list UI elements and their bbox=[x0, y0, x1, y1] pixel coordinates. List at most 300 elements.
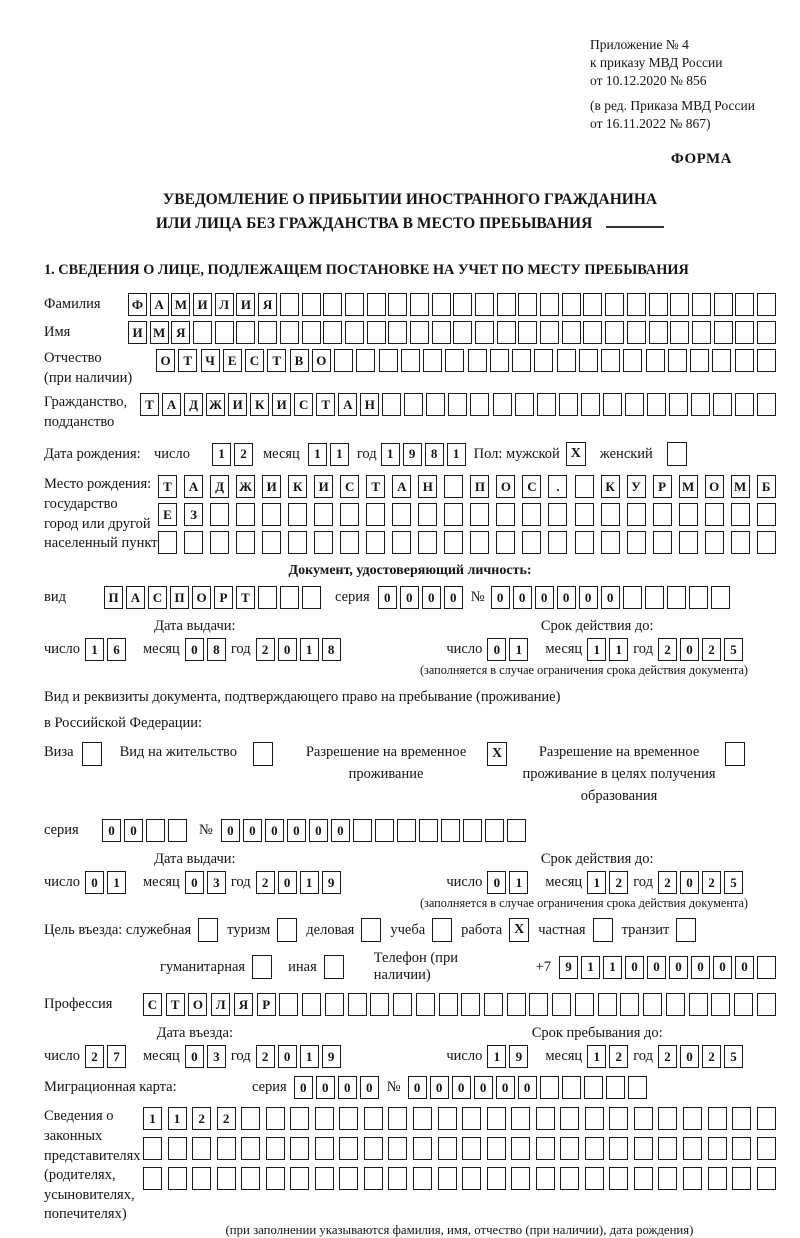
char-box[interactable]: 0 bbox=[243, 819, 262, 842]
char-box[interactable]: 0 bbox=[601, 586, 620, 609]
char-box[interactable]: 0 bbox=[338, 1076, 357, 1099]
char-box[interactable] bbox=[757, 393, 776, 416]
char-box[interactable]: 0 bbox=[452, 1076, 471, 1099]
char-box[interactable] bbox=[634, 1167, 653, 1190]
char-box[interactable]: А bbox=[338, 393, 357, 416]
char-box[interactable] bbox=[496, 503, 515, 526]
char-box[interactable]: М bbox=[679, 475, 698, 498]
char-box[interactable]: 0 bbox=[557, 586, 576, 609]
char-box[interactable] bbox=[158, 531, 177, 554]
char-box[interactable]: И bbox=[272, 393, 291, 416]
char-box[interactable]: Р bbox=[214, 586, 233, 609]
char-box[interactable] bbox=[627, 321, 646, 344]
char-box[interactable] bbox=[562, 293, 581, 316]
char-box[interactable] bbox=[462, 1137, 481, 1160]
char-box[interactable] bbox=[288, 531, 307, 554]
char-box[interactable] bbox=[392, 503, 411, 526]
char-box[interactable] bbox=[692, 293, 711, 316]
char-box[interactable] bbox=[416, 993, 435, 1016]
char-box[interactable] bbox=[606, 1076, 625, 1099]
char-box[interactable] bbox=[705, 531, 724, 554]
char-box[interactable]: Я bbox=[171, 321, 190, 344]
char-box[interactable] bbox=[534, 349, 553, 372]
char-box[interactable] bbox=[560, 1167, 579, 1190]
char-box[interactable]: С bbox=[522, 475, 541, 498]
char-box[interactable]: Я bbox=[234, 993, 253, 1016]
char-box[interactable] bbox=[490, 349, 509, 372]
char-box[interactable] bbox=[757, 293, 776, 316]
char-box[interactable]: О bbox=[192, 586, 211, 609]
char-box[interactable] bbox=[623, 349, 642, 372]
char-box[interactable] bbox=[536, 1167, 555, 1190]
char-box[interactable]: 1 bbox=[300, 871, 319, 894]
char-box[interactable] bbox=[627, 531, 646, 554]
char-box[interactable]: О bbox=[312, 349, 331, 372]
char-box[interactable]: Н bbox=[360, 393, 379, 416]
char-box[interactable] bbox=[515, 393, 534, 416]
char-box[interactable] bbox=[634, 1137, 653, 1160]
char-box[interactable] bbox=[537, 393, 556, 416]
char-box[interactable] bbox=[236, 321, 255, 344]
char-box[interactable] bbox=[627, 293, 646, 316]
char-box[interactable] bbox=[735, 321, 754, 344]
char-box[interactable] bbox=[445, 349, 464, 372]
char-box[interactable] bbox=[348, 993, 367, 1016]
char-box[interactable] bbox=[413, 1137, 432, 1160]
char-box[interactable]: 2 bbox=[256, 1045, 275, 1068]
char-box[interactable]: Л bbox=[211, 993, 230, 1016]
char-box[interactable] bbox=[339, 1107, 358, 1130]
char-box[interactable] bbox=[364, 1137, 383, 1160]
char-box[interactable] bbox=[485, 819, 504, 842]
char-box[interactable] bbox=[683, 1107, 702, 1130]
char-box[interactable] bbox=[210, 531, 229, 554]
char-box[interactable] bbox=[666, 993, 685, 1016]
char-box[interactable]: 0 bbox=[487, 871, 506, 894]
char-box[interactable] bbox=[468, 349, 487, 372]
char-box[interactable] bbox=[288, 503, 307, 526]
char-box[interactable] bbox=[712, 349, 731, 372]
char-box[interactable] bbox=[353, 819, 372, 842]
char-box[interactable]: Б bbox=[757, 475, 776, 498]
char-box[interactable]: 2 bbox=[85, 1045, 104, 1068]
char-box[interactable]: 0 bbox=[535, 586, 554, 609]
char-box[interactable]: С bbox=[143, 993, 162, 1016]
char-box[interactable] bbox=[601, 531, 620, 554]
char-box[interactable] bbox=[493, 393, 512, 416]
char-box[interactable] bbox=[484, 993, 503, 1016]
char-box[interactable]: 1 bbox=[603, 956, 622, 979]
char-box[interactable] bbox=[266, 1107, 285, 1130]
char-box[interactable]: 6 bbox=[107, 638, 126, 661]
char-box[interactable] bbox=[757, 321, 776, 344]
char-box[interactable] bbox=[575, 475, 594, 498]
char-box[interactable] bbox=[339, 1137, 358, 1160]
char-box[interactable]: Т bbox=[236, 586, 255, 609]
char-box[interactable]: П bbox=[470, 475, 489, 498]
char-box[interactable]: О bbox=[705, 475, 724, 498]
char-box[interactable]: 9 bbox=[322, 1045, 341, 1068]
char-box[interactable]: К bbox=[250, 393, 269, 416]
char-box[interactable] bbox=[605, 321, 624, 344]
char-box[interactable] bbox=[441, 819, 460, 842]
char-box[interactable]: П bbox=[170, 586, 189, 609]
char-box[interactable] bbox=[757, 503, 776, 526]
char-box[interactable] bbox=[732, 1107, 751, 1130]
char-box[interactable] bbox=[302, 321, 321, 344]
char-box[interactable]: 0 bbox=[513, 586, 532, 609]
char-box[interactable] bbox=[653, 531, 672, 554]
char-box[interactable] bbox=[444, 475, 463, 498]
char-box[interactable] bbox=[258, 586, 277, 609]
char-box[interactable]: 2 bbox=[658, 638, 677, 661]
char-box[interactable] bbox=[536, 1137, 555, 1160]
char-box[interactable] bbox=[711, 993, 730, 1016]
char-box[interactable]: 1 bbox=[587, 638, 606, 661]
char-box[interactable] bbox=[497, 293, 516, 316]
char-box[interactable] bbox=[168, 1137, 187, 1160]
char-box[interactable] bbox=[583, 321, 602, 344]
char-box[interactable] bbox=[552, 993, 571, 1016]
char-box[interactable]: 1 bbox=[308, 443, 327, 466]
char-box[interactable] bbox=[345, 293, 364, 316]
char-box[interactable] bbox=[609, 1107, 628, 1130]
char-box[interactable]: Е bbox=[158, 503, 177, 526]
purpose-official-checkbox[interactable] bbox=[198, 918, 218, 942]
char-box[interactable]: Д bbox=[210, 475, 229, 498]
char-box[interactable]: 1 bbox=[509, 638, 528, 661]
char-box[interactable]: Ф bbox=[128, 293, 147, 316]
char-box[interactable] bbox=[757, 1137, 776, 1160]
char-box[interactable] bbox=[432, 321, 451, 344]
char-box[interactable]: 1 bbox=[381, 443, 400, 466]
char-box[interactable] bbox=[585, 1137, 604, 1160]
char-box[interactable] bbox=[314, 503, 333, 526]
char-box[interactable] bbox=[529, 993, 548, 1016]
char-box[interactable] bbox=[453, 321, 472, 344]
char-box[interactable] bbox=[340, 503, 359, 526]
char-box[interactable]: 0 bbox=[265, 819, 284, 842]
char-box[interactable]: 0 bbox=[422, 586, 441, 609]
char-box[interactable] bbox=[585, 1167, 604, 1190]
char-box[interactable] bbox=[323, 293, 342, 316]
char-box[interactable] bbox=[689, 586, 708, 609]
char-box[interactable]: 0 bbox=[221, 819, 240, 842]
char-box[interactable] bbox=[419, 819, 438, 842]
char-box[interactable]: О bbox=[156, 349, 175, 372]
char-box[interactable] bbox=[236, 531, 255, 554]
char-box[interactable]: 9 bbox=[403, 443, 422, 466]
char-box[interactable]: 9 bbox=[322, 871, 341, 894]
char-box[interactable] bbox=[708, 1107, 727, 1130]
char-box[interactable] bbox=[314, 531, 333, 554]
char-box[interactable] bbox=[575, 503, 594, 526]
char-box[interactable]: 0 bbox=[579, 586, 598, 609]
char-box[interactable] bbox=[601, 503, 620, 526]
char-box[interactable] bbox=[241, 1107, 260, 1130]
char-box[interactable]: 0 bbox=[378, 586, 397, 609]
char-box[interactable] bbox=[463, 819, 482, 842]
char-box[interactable] bbox=[579, 349, 598, 372]
char-box[interactable] bbox=[536, 1107, 555, 1130]
char-box[interactable]: В bbox=[290, 349, 309, 372]
char-box[interactable] bbox=[575, 531, 594, 554]
char-box[interactable]: 0 bbox=[185, 638, 204, 661]
char-box[interactable] bbox=[668, 349, 687, 372]
char-box[interactable] bbox=[146, 819, 165, 842]
char-box[interactable] bbox=[432, 293, 451, 316]
char-box[interactable]: 1 bbox=[587, 1045, 606, 1068]
char-box[interactable] bbox=[388, 1137, 407, 1160]
char-box[interactable] bbox=[522, 531, 541, 554]
char-box[interactable] bbox=[487, 1167, 506, 1190]
char-box[interactable] bbox=[605, 293, 624, 316]
char-box[interactable]: К bbox=[601, 475, 620, 498]
char-box[interactable] bbox=[438, 1137, 457, 1160]
char-box[interactable] bbox=[262, 531, 281, 554]
char-box[interactable] bbox=[559, 393, 578, 416]
char-box[interactable] bbox=[404, 393, 423, 416]
char-box[interactable] bbox=[560, 1137, 579, 1160]
char-box[interactable] bbox=[497, 321, 516, 344]
char-box[interactable]: 0 bbox=[430, 1076, 449, 1099]
char-box[interactable]: И bbox=[262, 475, 281, 498]
char-box[interactable]: П bbox=[104, 586, 123, 609]
char-box[interactable] bbox=[475, 321, 494, 344]
char-box[interactable] bbox=[658, 1167, 677, 1190]
char-box[interactable] bbox=[423, 349, 442, 372]
char-box[interactable]: И bbox=[193, 293, 212, 316]
char-box[interactable] bbox=[757, 531, 776, 554]
char-box[interactable] bbox=[512, 349, 531, 372]
char-box[interactable] bbox=[192, 1137, 211, 1160]
char-box[interactable] bbox=[507, 993, 526, 1016]
char-box[interactable]: З bbox=[184, 503, 203, 526]
char-box[interactable] bbox=[732, 1167, 751, 1190]
char-box[interactable]: 2 bbox=[234, 443, 253, 466]
char-box[interactable] bbox=[280, 586, 299, 609]
char-box[interactable] bbox=[193, 321, 212, 344]
char-box[interactable]: К bbox=[288, 475, 307, 498]
char-box[interactable] bbox=[325, 993, 344, 1016]
char-box[interactable]: 0 bbox=[735, 956, 754, 979]
char-box[interactable]: 2 bbox=[658, 1045, 677, 1068]
char-box[interactable]: 0 bbox=[680, 638, 699, 661]
char-box[interactable] bbox=[290, 1167, 309, 1190]
char-box[interactable]: Р bbox=[653, 475, 672, 498]
char-box[interactable] bbox=[143, 1137, 162, 1160]
char-box[interactable]: И bbox=[236, 293, 255, 316]
char-box[interactable] bbox=[323, 321, 342, 344]
char-box[interactable] bbox=[444, 503, 463, 526]
char-box[interactable] bbox=[518, 321, 537, 344]
char-box[interactable] bbox=[461, 993, 480, 1016]
char-box[interactable] bbox=[379, 349, 398, 372]
char-box[interactable]: Р bbox=[257, 993, 276, 1016]
sex-male-checkbox[interactable]: X bbox=[566, 442, 586, 466]
char-box[interactable]: 1 bbox=[581, 956, 600, 979]
char-box[interactable] bbox=[731, 531, 750, 554]
char-box[interactable]: 1 bbox=[85, 638, 104, 661]
char-box[interactable]: 7 bbox=[107, 1045, 126, 1068]
char-box[interactable]: Т bbox=[366, 475, 385, 498]
char-box[interactable] bbox=[367, 293, 386, 316]
char-box[interactable]: 1 bbox=[300, 638, 319, 661]
char-box[interactable] bbox=[462, 1167, 481, 1190]
char-box[interactable] bbox=[708, 1167, 727, 1190]
char-box[interactable] bbox=[540, 293, 559, 316]
char-box[interactable]: 0 bbox=[309, 819, 328, 842]
char-box[interactable] bbox=[315, 1167, 334, 1190]
char-box[interactable] bbox=[623, 586, 642, 609]
char-box[interactable] bbox=[470, 503, 489, 526]
char-box[interactable] bbox=[507, 819, 526, 842]
char-box[interactable] bbox=[184, 531, 203, 554]
char-box[interactable] bbox=[388, 293, 407, 316]
char-box[interactable] bbox=[413, 1107, 432, 1130]
char-box[interactable] bbox=[388, 321, 407, 344]
char-box[interactable]: А bbox=[162, 393, 181, 416]
char-box[interactable]: О bbox=[188, 993, 207, 1016]
char-box[interactable] bbox=[345, 321, 364, 344]
char-box[interactable]: 1 bbox=[143, 1107, 162, 1130]
char-box[interactable] bbox=[757, 956, 776, 979]
purpose-business-checkbox[interactable] bbox=[361, 918, 381, 942]
char-box[interactable] bbox=[646, 349, 665, 372]
char-box[interactable]: 1 bbox=[107, 871, 126, 894]
char-box[interactable] bbox=[548, 531, 567, 554]
char-box[interactable]: 9 bbox=[559, 956, 578, 979]
char-box[interactable] bbox=[562, 321, 581, 344]
char-box[interactable] bbox=[370, 993, 389, 1016]
char-box[interactable] bbox=[711, 586, 730, 609]
char-box[interactable] bbox=[658, 1107, 677, 1130]
char-box[interactable] bbox=[266, 1167, 285, 1190]
char-box[interactable] bbox=[714, 293, 733, 316]
char-box[interactable]: 2 bbox=[217, 1107, 236, 1130]
char-box[interactable]: 1 bbox=[609, 638, 628, 661]
char-box[interactable]: 3 bbox=[207, 871, 226, 894]
char-box[interactable] bbox=[557, 349, 576, 372]
purpose-humanitarian-checkbox[interactable] bbox=[252, 955, 272, 979]
temp-residence-education-checkbox[interactable] bbox=[725, 742, 745, 766]
char-box[interactable] bbox=[393, 993, 412, 1016]
char-box[interactable] bbox=[670, 293, 689, 316]
char-box[interactable] bbox=[705, 503, 724, 526]
char-box[interactable] bbox=[302, 586, 321, 609]
char-box[interactable] bbox=[215, 321, 234, 344]
char-box[interactable] bbox=[653, 503, 672, 526]
char-box[interactable] bbox=[757, 349, 776, 372]
char-box[interactable] bbox=[410, 293, 429, 316]
char-box[interactable] bbox=[364, 1167, 383, 1190]
char-box[interactable] bbox=[302, 293, 321, 316]
char-box[interactable]: 0 bbox=[360, 1076, 379, 1099]
char-box[interactable] bbox=[334, 349, 353, 372]
char-box[interactable]: И bbox=[314, 475, 333, 498]
char-box[interactable] bbox=[647, 393, 666, 416]
char-box[interactable] bbox=[690, 349, 709, 372]
char-box[interactable] bbox=[585, 1107, 604, 1130]
char-box[interactable] bbox=[280, 321, 299, 344]
char-box[interactable] bbox=[388, 1107, 407, 1130]
char-box[interactable] bbox=[444, 531, 463, 554]
char-box[interactable] bbox=[356, 349, 375, 372]
char-box[interactable]: Е bbox=[223, 349, 242, 372]
char-box[interactable]: 0 bbox=[625, 956, 644, 979]
char-box[interactable] bbox=[669, 393, 688, 416]
char-box[interactable] bbox=[401, 349, 420, 372]
char-box[interactable]: 0 bbox=[185, 1045, 204, 1068]
char-box[interactable] bbox=[453, 293, 472, 316]
char-box[interactable] bbox=[340, 531, 359, 554]
char-box[interactable] bbox=[609, 1167, 628, 1190]
char-box[interactable] bbox=[634, 1107, 653, 1130]
char-box[interactable] bbox=[448, 393, 467, 416]
char-box[interactable]: 0 bbox=[316, 1076, 335, 1099]
char-box[interactable] bbox=[315, 1137, 334, 1160]
char-box[interactable]: 2 bbox=[609, 1045, 628, 1068]
char-box[interactable] bbox=[757, 1167, 776, 1190]
char-box[interactable] bbox=[560, 1107, 579, 1130]
char-box[interactable]: 8 bbox=[207, 638, 226, 661]
char-box[interactable]: С bbox=[294, 393, 313, 416]
char-box[interactable] bbox=[731, 503, 750, 526]
char-box[interactable] bbox=[562, 1076, 581, 1099]
char-box[interactable] bbox=[388, 1167, 407, 1190]
char-box[interactable] bbox=[518, 293, 537, 316]
char-box[interactable]: 0 bbox=[496, 1076, 515, 1099]
char-box[interactable]: 2 bbox=[256, 871, 275, 894]
char-box[interactable] bbox=[397, 819, 416, 842]
char-box[interactable] bbox=[392, 531, 411, 554]
char-box[interactable]: 0 bbox=[294, 1076, 313, 1099]
char-box[interactable]: 0 bbox=[278, 1045, 297, 1068]
char-box[interactable]: 0 bbox=[444, 586, 463, 609]
char-box[interactable] bbox=[649, 293, 668, 316]
char-box[interactable]: 1 bbox=[587, 871, 606, 894]
char-box[interactable]: Т bbox=[267, 349, 286, 372]
char-box[interactable] bbox=[627, 503, 646, 526]
char-box[interactable] bbox=[290, 1107, 309, 1130]
char-box[interactable] bbox=[679, 503, 698, 526]
char-box[interactable] bbox=[258, 321, 277, 344]
sex-female-checkbox[interactable] bbox=[667, 442, 687, 466]
char-box[interactable]: 0 bbox=[408, 1076, 427, 1099]
char-box[interactable]: 8 bbox=[425, 443, 444, 466]
char-box[interactable]: 0 bbox=[680, 1045, 699, 1068]
char-box[interactable]: 0 bbox=[518, 1076, 537, 1099]
char-box[interactable] bbox=[418, 503, 437, 526]
char-box[interactable]: 0 bbox=[647, 956, 666, 979]
char-box[interactable]: С bbox=[148, 586, 167, 609]
char-box[interactable]: 1 bbox=[168, 1107, 187, 1130]
purpose-private-checkbox[interactable] bbox=[593, 918, 613, 942]
char-box[interactable]: М bbox=[171, 293, 190, 316]
char-box[interactable] bbox=[426, 393, 445, 416]
char-box[interactable] bbox=[366, 531, 385, 554]
char-box[interactable] bbox=[418, 531, 437, 554]
purpose-tourism-checkbox[interactable] bbox=[277, 918, 297, 942]
char-box[interactable]: 0 bbox=[331, 819, 350, 842]
char-box[interactable] bbox=[583, 293, 602, 316]
char-box[interactable] bbox=[575, 993, 594, 1016]
char-box[interactable] bbox=[540, 321, 559, 344]
char-box[interactable]: А bbox=[184, 475, 203, 498]
char-box[interactable]: Н bbox=[418, 475, 437, 498]
char-box[interactable] bbox=[470, 393, 489, 416]
char-box[interactable] bbox=[210, 503, 229, 526]
